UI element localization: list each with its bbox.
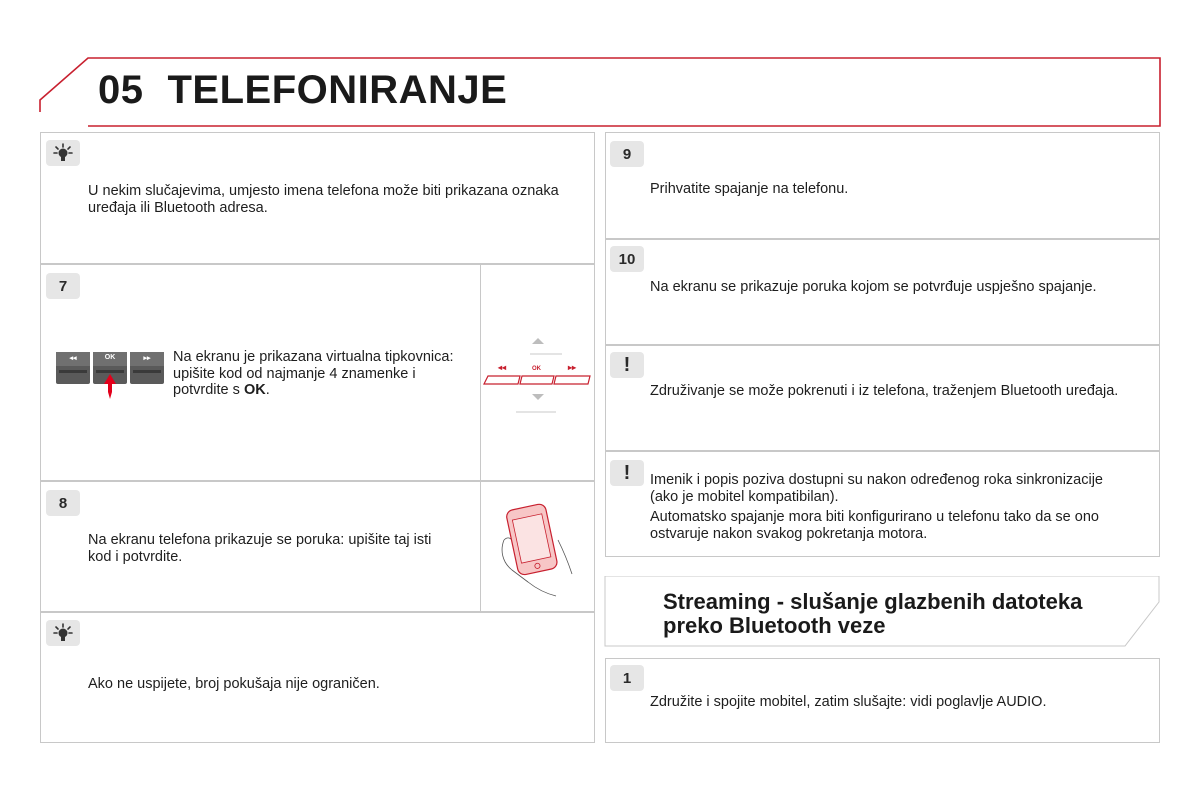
ok-key: OK [93,352,127,384]
tip-1-text: U nekim slučajevima, umjesto imena telefona može biti prikazana oznaka uređaja ili Bluetooth adresa. [88,183,559,216]
step-7-divider [480,264,481,481]
press-arrow-icon [103,374,117,400]
step-10-badge: 10 [610,246,644,272]
lightbulb-icon [46,140,80,166]
step-9-text: Prihvatite spajanje na telefonu. [650,181,849,197]
chapter-title-text: TELEFONIRANJE [167,68,508,112]
step-8-badge: 8 [46,490,80,516]
step-7-badge: 7 [46,273,80,299]
warning-icon: ! [610,352,644,378]
forward-key: ▸▸ [130,352,164,384]
phone-in-hand-icon [498,500,578,600]
tip-2-text: Ako ne uspijete, broj pokušaja nije ograničen. [88,676,380,692]
panel-ok-label: OK [532,366,541,372]
panel-rewind-label: ◂◂ [498,363,507,372]
step-1-text: Združite i spojite mobitel, zatim slušajte: vidi poglavlje AUDIO. [650,694,1047,710]
streaming-section-title: Streaming - slušanje glazbenih datoteka preko Bluetooth veze [663,589,1083,638]
step-9-badge: 9 [610,141,644,167]
step-8-divider [480,481,481,612]
rewind-key: ◂◂ [56,352,90,384]
warning-icon: ! [610,460,644,486]
step-8-text: Na ekranu telefona prikazuje se poruka: upišite taj isti kod i potvrdite. [88,532,432,565]
step-7-text: Na ekranu je prikazana virtualna tipkovnica: upišite kod od najmanje 4 znamenke i potvrdite s OK. [173,349,454,398]
step-10-text: Na ekranu se prikazuje poruka kojom se potvrđuje uspješno spajanje. [650,279,1097,295]
warning-1-text: Združivanje se može pokrenuti i iz telefona, traženjem Bluetooth uređaja. [650,383,1119,399]
chapter-number: 05 [98,68,144,112]
step-1-badge: 1 [610,665,644,691]
warning-2-text-1: Imenik i popis poziva dostupni su nakon određenog roka sinkronizacije (ako je mobitel kompatibilan). [650,472,1103,505]
panel-forward-label: ▸▸ [568,363,577,372]
chapter-title [98,68,507,113]
warning-2-text-2: Automatsko spajanje mora biti konfigurirano u telefonu tako da se ono ostvaruje nakon svakog pokretanja motora. [650,509,1099,542]
lightbulb-icon [46,620,80,646]
keypad-panel-illustration [482,332,594,432]
